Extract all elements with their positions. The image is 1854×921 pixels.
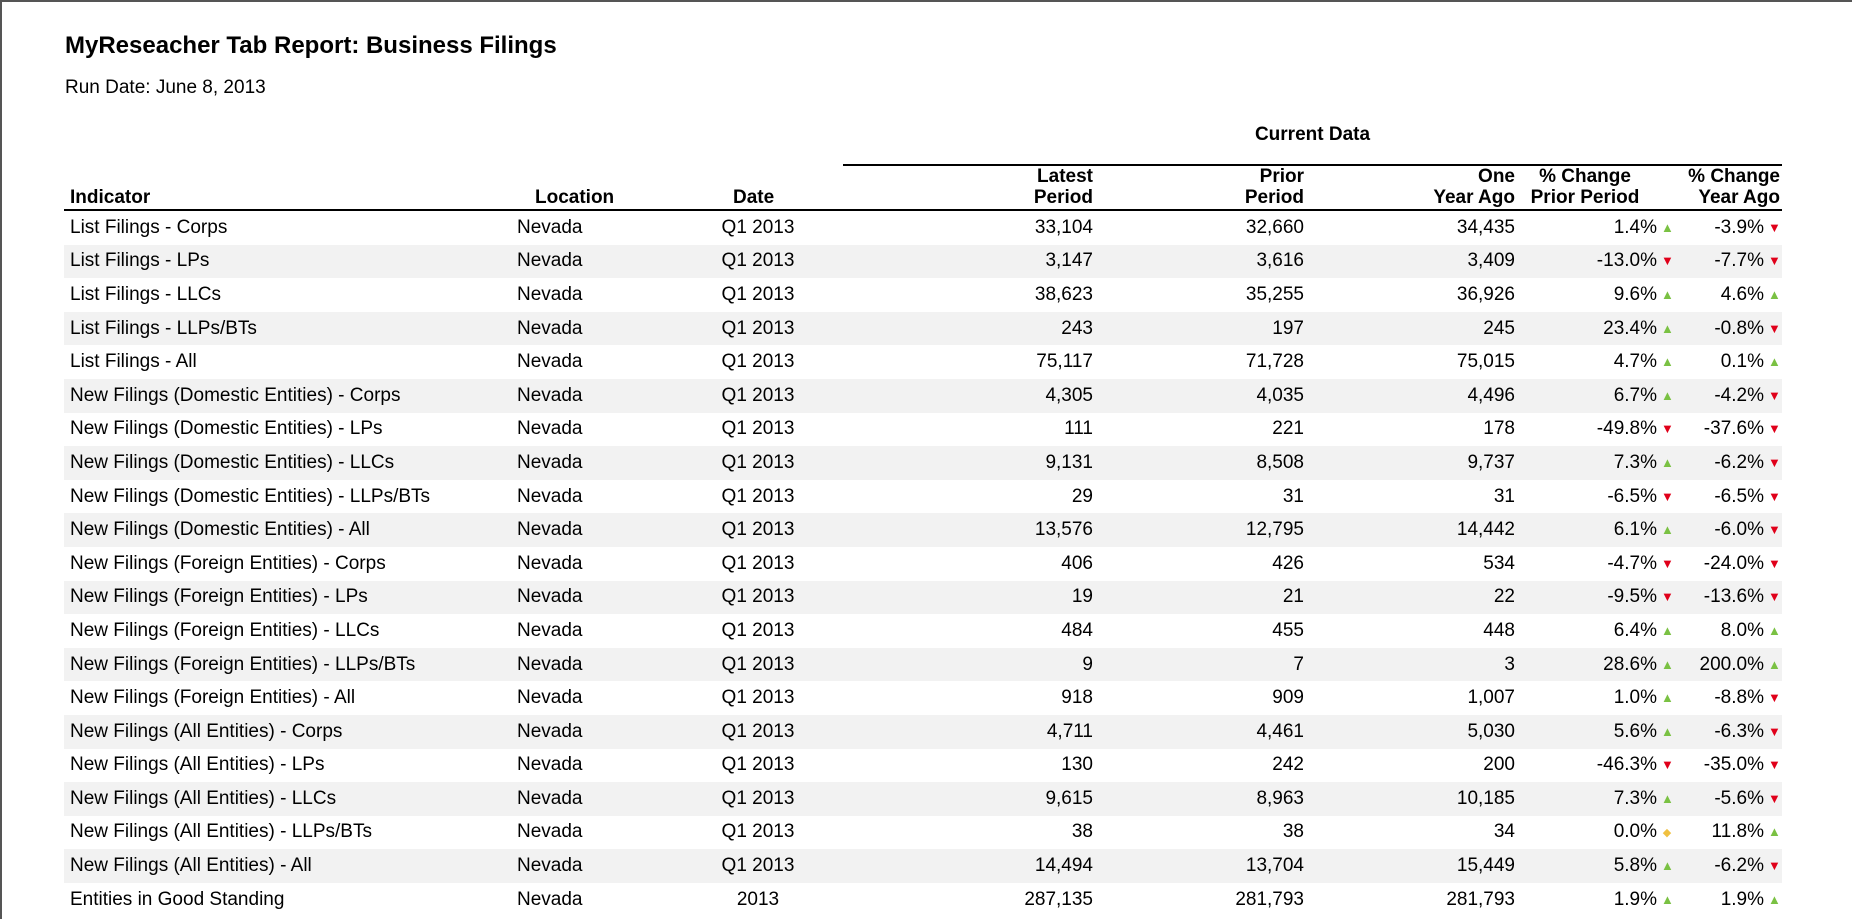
one-year-ago-cell: 3: [1304, 648, 1515, 682]
location-cell: Nevada: [517, 754, 583, 776]
prior-period-cell: 32,660: [1245, 216, 1304, 238]
triangle-down-icon: ▼: [1661, 589, 1674, 605]
pct-change-year-cell: [1675, 648, 1782, 682]
date-cell: Q1 2013: [721, 619, 795, 641]
latest-period-cell: 9,131: [843, 446, 1093, 480]
location-cell: Nevada: [517, 312, 673, 346]
run-date: Run Date: June 8, 2013: [65, 77, 266, 98]
pct-value: 28.6%: [1603, 653, 1657, 675]
one-year-ago-cell: 245: [1304, 312, 1515, 346]
pct-value: 4.6%: [1720, 283, 1764, 305]
pct-value: 1.9%: [1613, 888, 1657, 910]
triangle-up-icon: ▲: [1661, 656, 1674, 672]
pct-change-year-cell: [1675, 345, 1782, 379]
latest-period-cell: 130: [1061, 754, 1093, 776]
pct-change-prior-cell: [1515, 648, 1675, 682]
table-row: [64, 547, 1782, 581]
indicator-cell: New Filings (Foreign Entities) - LLCs: [70, 619, 380, 641]
pct-value: 6.7%: [1613, 384, 1657, 406]
date-cell: Q1 2013: [721, 418, 795, 440]
latest-period-cell: 9: [843, 648, 1093, 682]
one-year-ago-cell: 200: [1483, 754, 1515, 776]
pct-value: -6.3%: [1714, 720, 1764, 742]
date-cell: Q1 2013: [673, 446, 843, 480]
column-header-row: [64, 165, 1782, 210]
col-header-latest-period: [843, 165, 1093, 210]
triangle-down-icon: ▼: [1768, 387, 1781, 403]
date-cell: Q1 2013: [673, 245, 843, 279]
indicator-cell: List Filings - All: [70, 351, 197, 373]
pct-value: 6.1%: [1613, 519, 1657, 541]
one-year-ago-cell: 534: [1483, 552, 1515, 574]
col-header-prior-period: [1093, 165, 1304, 210]
indicator-cell: New Filings (All Entities) - Corps: [64, 715, 517, 749]
triangle-up-icon: ▲: [1768, 824, 1781, 840]
triangle-down-icon: ▼: [1768, 790, 1781, 806]
indicator-cell: New Filings (Foreign Entities) - LPs: [64, 581, 517, 615]
triangle-down-icon: ▼: [1661, 488, 1674, 504]
pct-value: -5.6%: [1714, 787, 1764, 809]
indicator-cell: New Filings (Foreign Entities) - LLPs/BTs: [64, 648, 517, 682]
indicator-cell: New Filings (All Entities) - All: [64, 849, 517, 883]
pct-value: -46.3%: [1596, 754, 1657, 776]
triangle-up-icon: ▲: [1661, 354, 1674, 370]
triangle-up-icon: ▲: [1768, 354, 1781, 370]
triangle-down-icon: ▼: [1768, 454, 1781, 470]
pct-change-prior-cell: [1515, 513, 1675, 547]
one-year-ago-cell: 178: [1483, 418, 1515, 440]
prior-period-cell: 38: [1282, 821, 1304, 843]
col-header-indicator: Indicator: [64, 165, 517, 210]
pct-value: -3.9%: [1714, 216, 1764, 238]
indicator-cell: List Filings - LLCs: [70, 283, 221, 305]
table-row: [64, 715, 1782, 749]
pct-value: -13.0%: [1596, 250, 1657, 272]
table-row: [64, 446, 1782, 480]
date-cell: Q1 2013: [721, 283, 795, 305]
triangle-up-icon: ▲: [1768, 656, 1781, 672]
col-header-pya-line2: Year Ago: [1698, 187, 1780, 208]
col-header-date: Date: [673, 165, 843, 210]
pct-change-prior-cell: [1515, 715, 1675, 749]
triangle-up-icon: ▲: [1661, 723, 1674, 739]
location-cell: Nevada: [517, 849, 673, 883]
prior-period-cell: 281,793: [1235, 888, 1304, 910]
latest-period-cell: 75,117: [1036, 351, 1093, 373]
pct-change-prior-cell: [1515, 345, 1675, 379]
current-data-group-header: Current Data: [843, 124, 1782, 165]
pct-value: 6.4%: [1613, 619, 1657, 641]
location-cell: Nevada: [517, 581, 673, 615]
triangle-down-icon: ▼: [1768, 858, 1781, 874]
pct-value: 1.9%: [1720, 888, 1764, 910]
pct-value: 4.7%: [1613, 351, 1657, 373]
triangle-down-icon: ▼: [1768, 219, 1781, 235]
date-cell: Q1 2013: [721, 351, 795, 373]
latest-period-cell: 243: [843, 312, 1093, 346]
pct-change-year-cell: [1675, 480, 1782, 514]
one-year-ago-cell: 36,926: [1456, 283, 1515, 305]
table-row: [64, 681, 1782, 715]
triangle-up-icon: ▲: [1661, 219, 1674, 235]
col-header-location: Location: [517, 165, 673, 210]
triangle-down-icon: ▼: [1768, 555, 1781, 571]
date-cell: Q1 2013: [673, 379, 843, 413]
triangle-down-icon: ▼: [1768, 320, 1781, 336]
indicator-cell: New Filings (Domestic Entities) - Corps: [64, 379, 517, 413]
triangle-down-icon: ▼: [1768, 253, 1781, 269]
pct-change-prior-cell: [1515, 681, 1675, 715]
pct-value: -35.0%: [1703, 754, 1764, 776]
prior-period-cell: 197: [1093, 312, 1304, 346]
prior-period-cell: 71,728: [1245, 351, 1304, 373]
pct-change-year-cell: [1675, 782, 1782, 816]
latest-period-cell: 14,494: [843, 849, 1093, 883]
pct-change-prior-cell: [1515, 883, 1675, 917]
col-header-pya-line1: % Change: [1688, 166, 1780, 187]
indicator-cell: New Filings (Domestic Entities) - LLPs/BTs: [70, 485, 431, 507]
col-header-prior-line1: Prior: [1259, 166, 1304, 187]
indicator-cell: New Filings (Foreign Entities) - All: [70, 687, 356, 709]
table-row: [64, 816, 1782, 850]
date-cell: Q1 2013: [721, 821, 795, 843]
date-cell: 2013: [736, 888, 780, 910]
latest-period-cell: 19: [843, 581, 1093, 615]
pct-change-year-cell: [1675, 547, 1782, 581]
latest-period-cell: 3,147: [843, 245, 1093, 279]
indicator-cell: New Filings (Domestic Entities) - LLCs: [64, 446, 517, 480]
location-cell: Nevada: [517, 245, 673, 279]
pct-change-prior-cell: [1515, 816, 1675, 850]
pct-value: 5.8%: [1613, 855, 1657, 877]
prior-period-cell: 35,255: [1245, 283, 1304, 305]
location-cell: Nevada: [517, 648, 673, 682]
latest-period-cell: 38,623: [1034, 283, 1093, 305]
pct-value: 1.4%: [1613, 216, 1657, 238]
one-year-ago-cell: 75,015: [1456, 351, 1515, 373]
triangle-down-icon: ▼: [1768, 589, 1781, 605]
pct-change-prior-cell: [1515, 379, 1675, 413]
date-cell: Q1 2013: [721, 485, 795, 507]
indicator-cell: New Filings (All Entities) - LPs: [70, 754, 325, 776]
col-header-prior-line2: Period: [1244, 187, 1304, 208]
pct-change-prior-cell: [1515, 210, 1675, 245]
pct-change-prior-cell: [1515, 547, 1675, 581]
prior-period-cell: 4,461: [1093, 715, 1304, 749]
pct-change-prior-cell: [1515, 245, 1675, 279]
pct-change-year-cell: [1675, 883, 1782, 917]
latest-period-cell: 9,615: [843, 782, 1093, 816]
pct-value: -8.8%: [1714, 687, 1764, 709]
triangle-up-icon: ▲: [1661, 387, 1674, 403]
indicator-cell: New Filings (Foreign Entities) - Corps: [70, 552, 386, 574]
pct-value: -4.2%: [1714, 384, 1764, 406]
pct-change-prior-cell: [1515, 312, 1675, 346]
table-row: [64, 614, 1782, 648]
triangle-up-icon: ▲: [1661, 622, 1674, 638]
date-cell: Q1 2013: [721, 687, 795, 709]
triangle-up-icon: ▲: [1661, 858, 1674, 874]
triangle-up-icon: ▲: [1661, 320, 1674, 336]
pct-value: -13.6%: [1703, 586, 1764, 608]
pct-value: 7.3%: [1613, 787, 1657, 809]
pct-value: -9.5%: [1607, 586, 1657, 608]
pct-change-prior-cell: [1515, 749, 1675, 783]
pct-value: -4.7%: [1607, 552, 1657, 574]
location-cell: Nevada: [517, 351, 583, 373]
prior-period-cell: 12,795: [1093, 513, 1304, 547]
pct-value: 0.0%: [1613, 821, 1657, 843]
date-cell: Q1 2013: [673, 513, 843, 547]
location-cell: Nevada: [517, 446, 673, 480]
indicator-cell: New Filings (All Entities) - LLPs/BTs: [70, 821, 372, 843]
location-cell: Nevada: [517, 552, 583, 574]
location-cell: Nevada: [517, 379, 673, 413]
group-spacer: [64, 124, 843, 165]
one-year-ago-cell: 3,409: [1304, 245, 1515, 279]
latest-period-cell: 4,305: [843, 379, 1093, 413]
table-row: [64, 648, 1782, 682]
table-row: [64, 345, 1782, 379]
date-cell: Q1 2013: [673, 581, 843, 615]
triangle-up-icon: ▲: [1661, 790, 1674, 806]
pct-change-year-cell: [1675, 379, 1782, 413]
col-header-one-year-ago: [1304, 165, 1515, 210]
prior-period-cell: 3,616: [1093, 245, 1304, 279]
date-cell: Q1 2013: [721, 552, 795, 574]
col-header-pcp-line2: Prior Period: [1530, 187, 1640, 208]
triangle-up-icon: ▲: [1661, 454, 1674, 470]
indicator-cell: List Filings - LLPs/BTs: [64, 312, 517, 346]
date-cell: Q1 2013: [673, 715, 843, 749]
one-year-ago-cell: 4,496: [1304, 379, 1515, 413]
date-cell: Q1 2013: [673, 312, 843, 346]
pct-value: -49.8%: [1596, 418, 1657, 440]
triangle-down-icon: ▼: [1661, 555, 1674, 571]
indicator-cell: New Filings (All Entities) - LLCs: [64, 782, 517, 816]
location-cell: Nevada: [517, 485, 583, 507]
pct-change-prior-cell: [1515, 480, 1675, 514]
latest-period-cell: 918: [1061, 687, 1093, 709]
location-cell: Nevada: [517, 715, 673, 749]
location-cell: Nevada: [517, 418, 583, 440]
pct-value: 9.6%: [1613, 283, 1657, 305]
one-year-ago-cell: 10,185: [1304, 782, 1515, 816]
latest-period-cell: 406: [1061, 552, 1093, 574]
pct-value: 11.8%: [1711, 821, 1764, 843]
date-cell: Q1 2013: [673, 648, 843, 682]
pct-value: 23.4%: [1603, 317, 1657, 339]
col-header-pct-change-year: [1675, 165, 1782, 210]
table-row: [64, 413, 1782, 447]
latest-period-cell: 484: [1061, 619, 1093, 641]
latest-period-cell: 38: [1071, 821, 1093, 843]
triangle-up-icon: ▲: [1661, 522, 1674, 538]
latest-period-cell: 287,135: [1024, 888, 1093, 910]
pct-value: 5.6%: [1613, 720, 1657, 742]
indicator-cell: List Filings - Corps: [70, 216, 228, 238]
triangle-down-icon: ▼: [1768, 421, 1781, 437]
filings-table: [64, 124, 1782, 916]
table-row: [64, 749, 1782, 783]
table-row: [64, 278, 1782, 312]
pct-change-year-cell: [1675, 749, 1782, 783]
date-cell: Q1 2013: [721, 216, 795, 238]
triangle-down-icon: ▼: [1768, 488, 1781, 504]
location-cell: Nevada: [517, 888, 583, 910]
date-cell: Q1 2013: [673, 782, 843, 816]
table-row: [64, 782, 1782, 816]
pct-value: -37.6%: [1703, 418, 1764, 440]
date-cell: Q1 2013: [721, 754, 795, 776]
triangle-up-icon: ▲: [1661, 286, 1674, 302]
one-year-ago-cell: 31: [1493, 485, 1515, 507]
prior-period-cell: 31: [1282, 485, 1304, 507]
one-year-ago-cell: 281,793: [1446, 888, 1515, 910]
pct-change-prior-cell: [1515, 581, 1675, 615]
prior-period-cell: 7: [1093, 648, 1304, 682]
triangle-up-icon: ▲: [1661, 891, 1674, 907]
pct-change-year-cell: [1675, 210, 1782, 245]
pct-value: -6.2%: [1714, 855, 1764, 877]
one-year-ago-cell: 34,435: [1456, 216, 1515, 238]
pct-change-year-cell: [1675, 614, 1782, 648]
col-header-pct-change-prior: [1515, 165, 1675, 210]
triangle-down-icon: ▼: [1768, 723, 1781, 739]
pct-value: -0.8%: [1714, 317, 1764, 339]
location-cell: Nevada: [517, 782, 673, 816]
location-cell: Nevada: [517, 619, 583, 641]
one-year-ago-cell: 5,030: [1304, 715, 1515, 749]
indicator-cell: New Filings (Domestic Entities) - All: [64, 513, 517, 547]
triangle-down-icon: ▼: [1661, 421, 1674, 437]
pct-change-year-cell: [1675, 581, 1782, 615]
pct-change-prior-cell: [1515, 614, 1675, 648]
prior-period-cell: 242: [1272, 754, 1304, 776]
report-title: MyReseacher Tab Report: Business Filings: [65, 32, 557, 59]
pct-value: 200.0%: [1699, 653, 1764, 675]
table-row: [64, 379, 1782, 413]
pct-change-year-cell: [1675, 413, 1782, 447]
indicator-cell: Entities in Good Standing: [70, 888, 285, 910]
prior-period-cell: 13,704: [1093, 849, 1304, 883]
one-year-ago-cell: 448: [1483, 619, 1515, 641]
pct-change-year-cell: [1675, 849, 1782, 883]
pct-value: 1.0%: [1613, 687, 1657, 709]
pct-change-prior-cell: [1515, 782, 1675, 816]
triangle-down-icon: ▼: [1768, 690, 1781, 706]
col-header-latest-line2: Period: [1033, 187, 1093, 208]
table-row: [64, 480, 1782, 514]
one-year-ago-cell: 15,449: [1304, 849, 1515, 883]
one-year-ago-cell: 22: [1304, 581, 1515, 615]
triangle-up-icon: ▲: [1661, 690, 1674, 706]
table-row: [64, 849, 1782, 883]
latest-period-cell: 29: [1071, 485, 1093, 507]
prior-period-cell: 909: [1272, 687, 1304, 709]
latest-period-cell: 13,576: [843, 513, 1093, 547]
pct-value: 0.1%: [1720, 351, 1764, 373]
pct-value: -6.2%: [1714, 451, 1764, 473]
location-cell: Nevada: [517, 687, 583, 709]
triangle-down-icon: ▼: [1661, 757, 1674, 773]
pct-value: 7.3%: [1613, 451, 1657, 473]
triangle-up-icon: ▲: [1768, 891, 1781, 907]
latest-period-cell: 111: [1064, 418, 1093, 440]
col-header-latest-line1: Latest: [1037, 166, 1093, 187]
prior-period-cell: 426: [1272, 552, 1304, 574]
prior-period-cell: 8,508: [1093, 446, 1304, 480]
latest-period-cell: 33,104: [1034, 216, 1093, 238]
triangle-up-icon: ▲: [1768, 622, 1781, 638]
indicator-cell: List Filings - LPs: [64, 245, 517, 279]
one-year-ago-cell: 14,442: [1304, 513, 1515, 547]
table-body: [64, 210, 1782, 916]
table-row: [64, 581, 1782, 615]
pct-change-year-cell: [1675, 245, 1782, 279]
location-cell: Nevada: [517, 216, 583, 238]
pct-change-year-cell: [1675, 446, 1782, 480]
pct-value: -6.5%: [1714, 485, 1764, 507]
pct-value: -6.0%: [1714, 519, 1764, 541]
one-year-ago-cell: 34: [1493, 821, 1515, 843]
latest-period-cell: 4,711: [843, 715, 1093, 749]
prior-period-cell: 8,963: [1093, 782, 1304, 816]
pct-value: -6.5%: [1607, 485, 1657, 507]
pct-value: -7.7%: [1714, 250, 1764, 272]
pct-value: 8.0%: [1720, 619, 1764, 641]
pct-change-prior-cell: [1515, 446, 1675, 480]
pct-change-prior-cell: [1515, 413, 1675, 447]
pct-change-year-cell: [1675, 278, 1782, 312]
prior-period-cell: 455: [1272, 619, 1304, 641]
diamond-icon: ◆: [1662, 827, 1672, 840]
pct-change-year-cell: [1675, 681, 1782, 715]
triangle-down-icon: ▼: [1768, 522, 1781, 538]
prior-period-cell: 221: [1272, 418, 1304, 440]
location-cell: Nevada: [517, 821, 583, 843]
location-cell: Nevada: [517, 513, 673, 547]
prior-period-cell: 4,035: [1093, 379, 1304, 413]
table-row: [64, 245, 1782, 279]
col-header-year-line1: One: [1478, 166, 1515, 187]
pct-change-year-cell: [1675, 312, 1782, 346]
one-year-ago-cell: 1,007: [1467, 687, 1515, 709]
pct-value: -24.0%: [1703, 552, 1764, 574]
date-cell: Q1 2013: [673, 849, 843, 883]
col-header-pcp-line1: % Change: [1539, 166, 1631, 187]
indicator-cell: New Filings (Domestic Entities) - LPs: [70, 418, 383, 440]
pct-change-prior-cell: [1515, 278, 1675, 312]
triangle-up-icon: ▲: [1768, 286, 1781, 302]
pct-change-year-cell: [1675, 715, 1782, 749]
one-year-ago-cell: 9,737: [1304, 446, 1515, 480]
location-cell: Nevada: [517, 283, 583, 305]
pct-change-year-cell: [1675, 513, 1782, 547]
triangle-down-icon: ▼: [1768, 757, 1781, 773]
pct-change-prior-cell: [1515, 849, 1675, 883]
prior-period-cell: 21: [1093, 581, 1304, 615]
triangle-down-icon: ▼: [1661, 253, 1674, 269]
col-header-year-line2: Year Ago: [1433, 187, 1515, 208]
table-row: [64, 210, 1782, 245]
table-row: [64, 513, 1782, 547]
pct-change-year-cell: [1675, 816, 1782, 850]
table-row: [64, 883, 1782, 917]
table-row: [64, 312, 1782, 346]
